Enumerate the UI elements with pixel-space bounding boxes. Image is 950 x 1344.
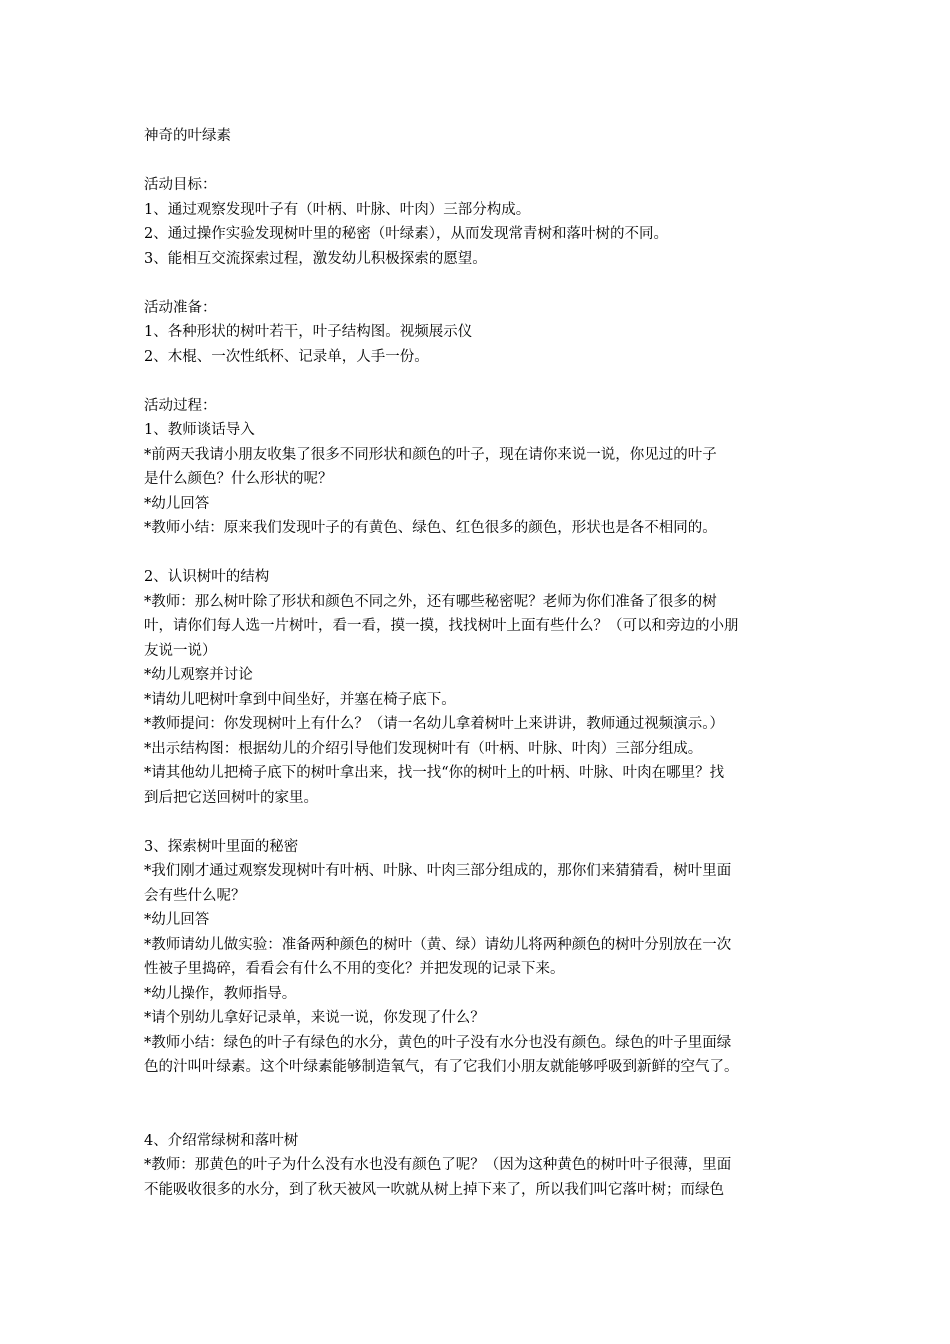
paragraph-line: *教师：那么树叶除了形状和颜色不同之外，还有哪些秘密呢？老师为你们准备了很多的树 [144,593,717,610]
paragraph-line: 不能吸收很多的水分，到了秋天被风一吹就从树上掉下来了，所以我们叫它落叶树；而绿色 [144,1181,724,1198]
goal-item: 2、通过操作实验发现树叶里的秘密（叶绿素），从而发现常青树和落叶树的不同。 [144,226,668,242]
goals-heading: 活动目标： [144,177,217,193]
document-title: 神奇的叶绿素 [144,128,231,144]
goal-item: 1、通过观察发现叶子有（叶柄、叶脉、叶肉）三部分构成。 [144,201,531,218]
paragraph-line: *教师小结：绿色的叶子有绿色的水分，黄色的叶子没有水分也没有颜色。绿色的叶子里面绿 [144,1034,732,1051]
paragraph-line: *出示结构图：根据幼儿的介绍引导他们发现树叶有（叶柄、叶脉、叶肉）三部分组成。 [144,740,703,757]
paragraph-line: 性被子里捣碎，看看会有什么不用的变化？并把发现的记录下来。 [144,961,565,977]
spacer [144,1080,816,1129]
process-heading: 活动过程： [144,397,217,414]
prep-item: 2、木棍、一次性纸杯、记录单，人手一份。 [144,348,429,365]
section-heading: 4、介绍常绿树和落叶树 [144,1132,299,1149]
process-section-4 [144,1129,816,1203]
paragraph-line: 会有些什么呢？ [144,887,246,904]
prep-item: 1、各种形状的树叶若干，叶子结构图。视频展示仪 [144,324,473,340]
process-section-3 [144,835,816,1080]
paragraph-line: *幼儿观察并讨论 [144,667,253,683]
process-section-1 [144,418,816,541]
process-section-2 [144,565,816,810]
section-heading: 2、认识树叶的结构 [144,569,270,585]
document-page [144,124,816,1202]
paragraph-line: *请幼儿吧树叶拿到中间坐好，并塞在椅子底下。 [144,691,456,708]
paragraph-line: 是什么颜色？什么形状的呢？ [144,471,333,487]
paragraph-line: *前两天我请小朋友收集了很多不同形状和颜色的叶子，现在请你来说一说，你见过的叶子 [144,446,717,463]
paragraph-line: 到后把它送回树叶的家里。 [144,789,318,806]
paragraph-line: *教师提问：你发现树叶上有什么？（请一名幼儿拿着树叶上来讲讲，教师通过视频演示。） [144,716,724,732]
paragraph-line: *幼儿操作，教师指导。 [144,985,297,1002]
paragraph-line: *我们刚才通过观察发现树叶有叶柄、叶脉、叶肉三部分组成的，那你们来猜猜看，树叶里面 [144,863,732,879]
spacer [144,810,816,835]
spacer [144,149,816,174]
paragraph-line: 友说一说） [144,642,217,659]
paragraph-line: 叶，请你们每人选一片树叶，看一看，摸一摸，找找树叶上面有些什么？（可以和旁边的小朋 [144,618,739,634]
paragraph-line: 色的汁叫叶绿素。这个叶绿素能够制造氧气，有了它我们小朋友就能够呼吸到新鲜的空气了。 [144,1059,739,1075]
paragraph-line: *请其他幼儿把椅子底下的树叶拿出来，找一找“你的树叶上的叶柄、叶脉、叶肉在哪里？找 [144,765,725,781]
section-heading: 3、探索树叶里面的秘密 [144,838,299,855]
spacer [144,541,816,566]
spacer [144,369,816,394]
paragraph-line: *教师：那黄色的叶子为什么没有水也没有颜色了呢？（因为这种黄色的树叶叶子很薄，里面 [144,1157,732,1173]
goal-item: 3、能相互交流探索过程，激发幼儿积极探索的愿望。 [144,250,487,267]
paragraph-line: *教师请幼儿做实验：准备两种颜色的树叶（黄、绿）请幼儿将两种颜色的树叶分别放在一次 [144,936,732,953]
paragraph-line: *教师小结：原来我们发现叶子的有黄色、绿色、红色很多的颜色，形状也是各不相同的。 [144,520,717,536]
prep-heading: 活动准备： [144,299,217,316]
paragraph-line: *请个别幼儿拿好记录单，来说一说，你发现了什么？ [144,1010,485,1026]
section-heading: 1、教师谈话导入 [144,422,255,438]
paragraph-line: *幼儿回答 [144,912,210,928]
spacer [144,271,816,296]
paragraph-line: *幼儿回答 [144,495,210,512]
